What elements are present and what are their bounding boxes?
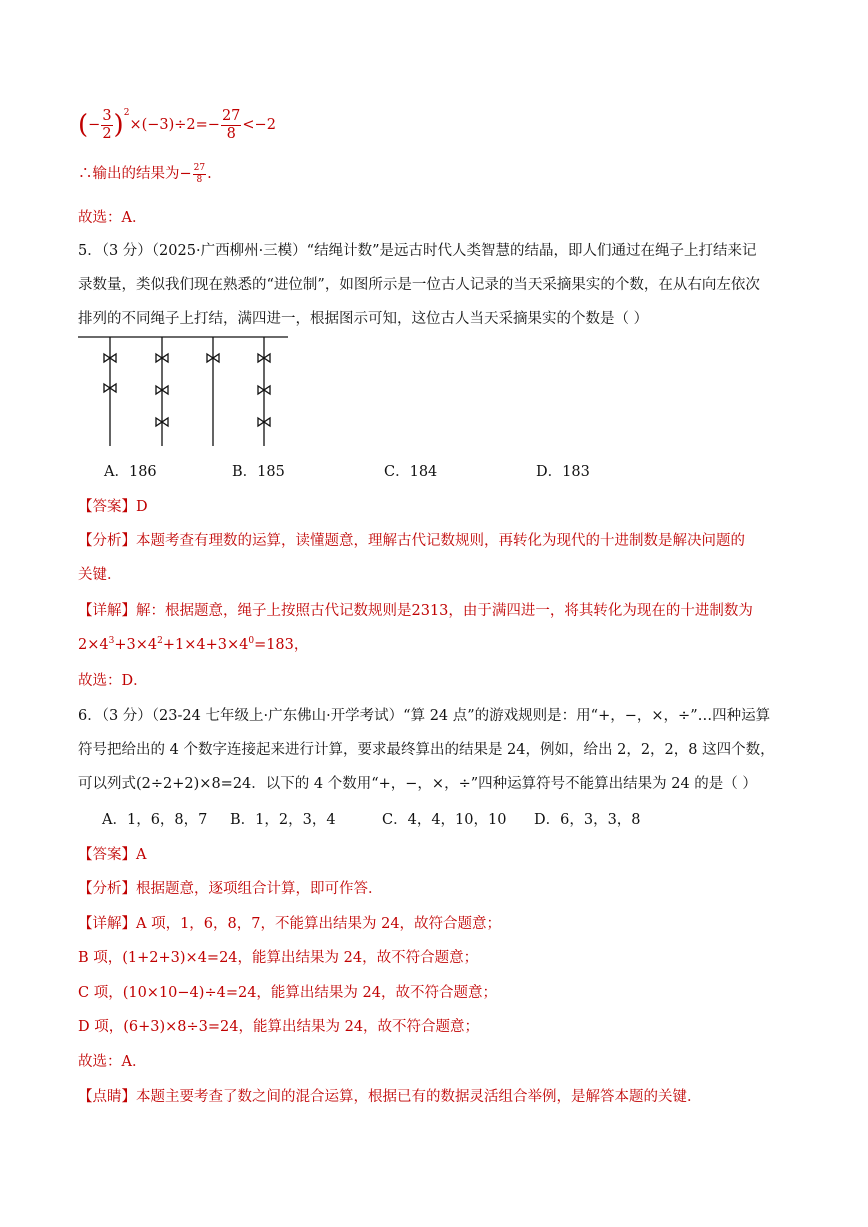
q6-options	[102, 808, 641, 829]
q6-stem-line2: 符号把给出的 4 个数字连接起来进行计算，要求最终算出的结果是 24，例如，给出 2，2，2，8 这四个数，	[78, 742, 775, 758]
q5-analysis-line1: 【分析】本题考查有理数的运算，读懂题意，理解古代记数规则，再转化为现代的十进制数是解决问题的	[78, 533, 745, 549]
q6-detail-b: B 项，(1+2+3)×4=24，能算出结果为 24，故不符合题意；	[78, 950, 479, 966]
q6-detail-d: D 项，(6+3)×8÷3=24，能算出结果为 24，故不符合题意；	[78, 1019, 480, 1035]
q5-stem-line3: 排列的不同绳子上打结，满四进一，根据图示可知，这位古人当天采摘果实的个数是（ ）	[78, 311, 649, 327]
q5-stem-line1: 5．（3 分）（2025·广西柳州·三模）“结绳计数”是远古时代人类智慧的结晶，即人们通过在绳子上打结来记	[78, 243, 757, 259]
q5-option-a[interactable]: A．186	[104, 464, 157, 480]
q6-answer: 【答案】A	[78, 847, 147, 863]
knot-rope-diagram	[78, 334, 293, 452]
q4-f2-tail: <−2	[242, 117, 276, 133]
q5-choice: 故选：D．	[78, 673, 148, 689]
q5-detail-line2: $2\times 4^3+3\times 4^2+1\times 4+3\times 4^0=183$，	[78, 636, 309, 653]
q6-detail-c: C 项，(10×10−4)÷4=24，能算出结果为 24，故不符合题意；	[78, 985, 497, 1001]
q5-answer: 【答案】D	[78, 499, 148, 515]
q4-formula: (− $\frac{3}{2}$ )$^2$×(−3)÷2=− $\frac{27}{8}$ <−2	[78, 108, 276, 142]
q4-f1-neg: −	[88, 117, 101, 133]
q6-comment: 【点睛】本题主要考查了数之间的混合运算，根据已有的数据灵活组合举例，是解答本题的关键．	[78, 1089, 702, 1105]
q6-option-d[interactable]: D．6，3，3，8	[534, 812, 641, 828]
q4-f1-mid: ×(−3)÷2=−	[129, 117, 220, 133]
q5-stem-line2: 录数量，类似我们现在熟悉的“进位制”，如图所示是一位古人记录的当天采摘果实的个数，在从右向左依次	[78, 277, 760, 293]
q6-stem-line1: 6．（3 分）（23-24 七年级上·广东佛山·开学考试）“算 24 点”的游戏规则是：用“+，−，×，÷”…四种运算	[78, 708, 771, 724]
q6-option-c[interactable]: C．4，4，10，10	[382, 812, 507, 828]
q4-choice: 故选：A．	[78, 210, 147, 226]
q4-fraction-2: $\frac{27}{8}$	[221, 108, 241, 142]
q6-analysis: 【分析】根据题意，逐项组合计算，即可作答．	[78, 881, 383, 897]
q4-exponent: 2	[123, 108, 130, 118]
q4-result-fraction: $\frac{27}{8}$	[193, 162, 206, 185]
q5-detail-line1: 【详解】解：根据题意，绳子上按照古代记数规则是2313，由于满四进一，将其转化为现在的十进制数为	[78, 603, 753, 619]
q5-option-c[interactable]: C．184	[384, 464, 438, 480]
q5-options	[104, 460, 590, 481]
q6-option-a[interactable]: A．1，6，8，7	[102, 812, 208, 828]
q4-fraction-1: $\frac{3}{2}$	[102, 108, 112, 142]
q6-option-b[interactable]: B．1，2，3，4	[230, 812, 336, 828]
q6-detail-a: 【详解】A 项，1，6，8，7，不能算出结果为 24，故符合题意；	[78, 916, 502, 932]
q6-stem-line3: 可以列式(2÷2+2)×8=24．以下的 4 个数用“+，−，×，÷”四种运算符号不能算出结果为 24 的是（ ）	[78, 776, 757, 792]
q6-choice: 故选：A．	[78, 1054, 147, 1070]
q5-option-d[interactable]: D．183	[536, 464, 590, 480]
q4-result: ∴输出的结果为− $\frac{27}{8}$ .	[78, 162, 212, 185]
q5-analysis-line2: 关键．	[78, 567, 122, 583]
q5-option-b[interactable]: B．185	[232, 464, 285, 480]
knot-icon	[104, 354, 270, 426]
